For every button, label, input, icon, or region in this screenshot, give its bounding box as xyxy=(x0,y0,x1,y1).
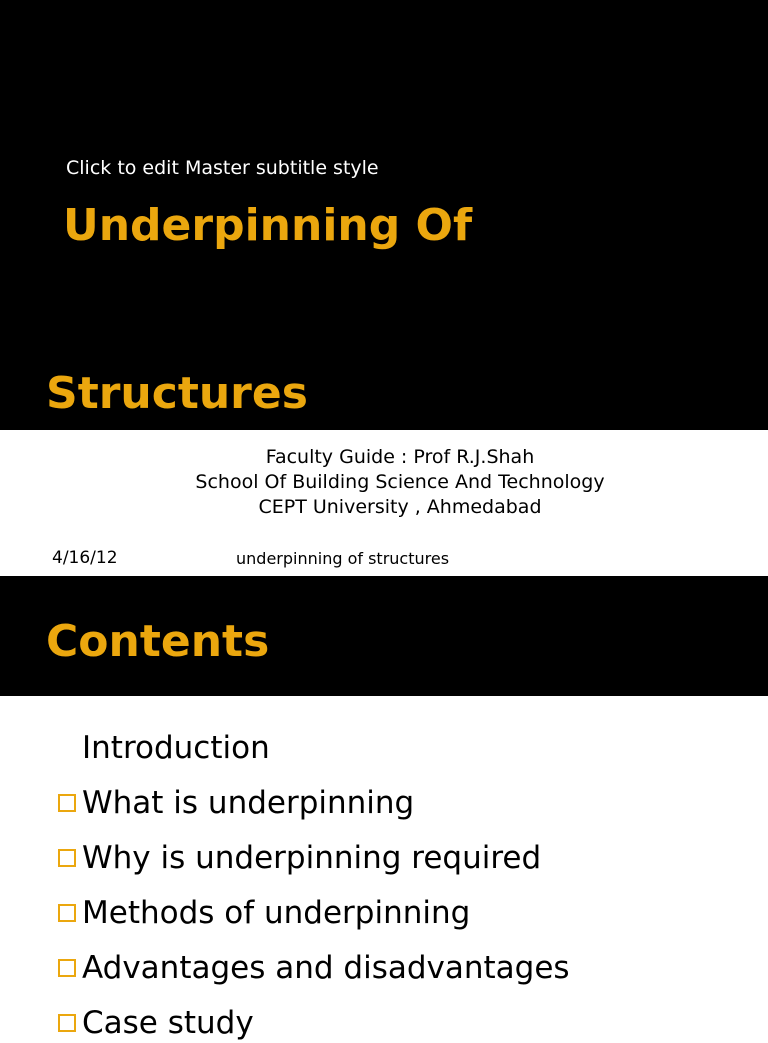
list-item-label: Case study xyxy=(82,1005,254,1041)
list-item xyxy=(58,783,414,823)
subtitle-placeholder[interactable]: Click to edit Master subtitle style xyxy=(66,157,379,179)
slide-title-line-2: Structures xyxy=(46,368,308,419)
list-item-label: Introduction xyxy=(82,730,270,766)
square-outline-icon xyxy=(58,904,76,922)
list-item xyxy=(58,728,270,768)
list-item-label: What is underpinning xyxy=(82,785,415,821)
contents-slide xyxy=(0,576,768,1041)
credit-line: CEPT University , Ahmedabad xyxy=(258,496,542,518)
list-item-label: Methods of underpinning xyxy=(82,895,471,931)
footer-title: underpinning of structures xyxy=(236,549,450,568)
list-item xyxy=(58,838,541,878)
footer-date: 4/16/12 xyxy=(52,548,118,568)
list-item-label: Why is underpinning required xyxy=(82,840,542,876)
slide-title-line-1: Underpinning Of xyxy=(63,200,473,251)
list-item xyxy=(58,948,570,988)
list-item-label: Advantages and disadvantages xyxy=(82,950,570,986)
square-outline-icon xyxy=(58,849,76,867)
square-outline-icon xyxy=(58,794,76,812)
list-item xyxy=(58,1003,254,1043)
credits xyxy=(0,445,768,520)
credit-line: Faculty Guide : Prof R.J.Shah xyxy=(265,446,535,468)
square-outline-icon xyxy=(58,959,76,977)
credit-line: School Of Building Science And Technology xyxy=(195,471,605,493)
list-item xyxy=(58,893,470,933)
contents-list xyxy=(0,576,768,1041)
contents-title[interactable]: Contents xyxy=(46,616,270,667)
square-outline-icon xyxy=(58,1014,76,1032)
